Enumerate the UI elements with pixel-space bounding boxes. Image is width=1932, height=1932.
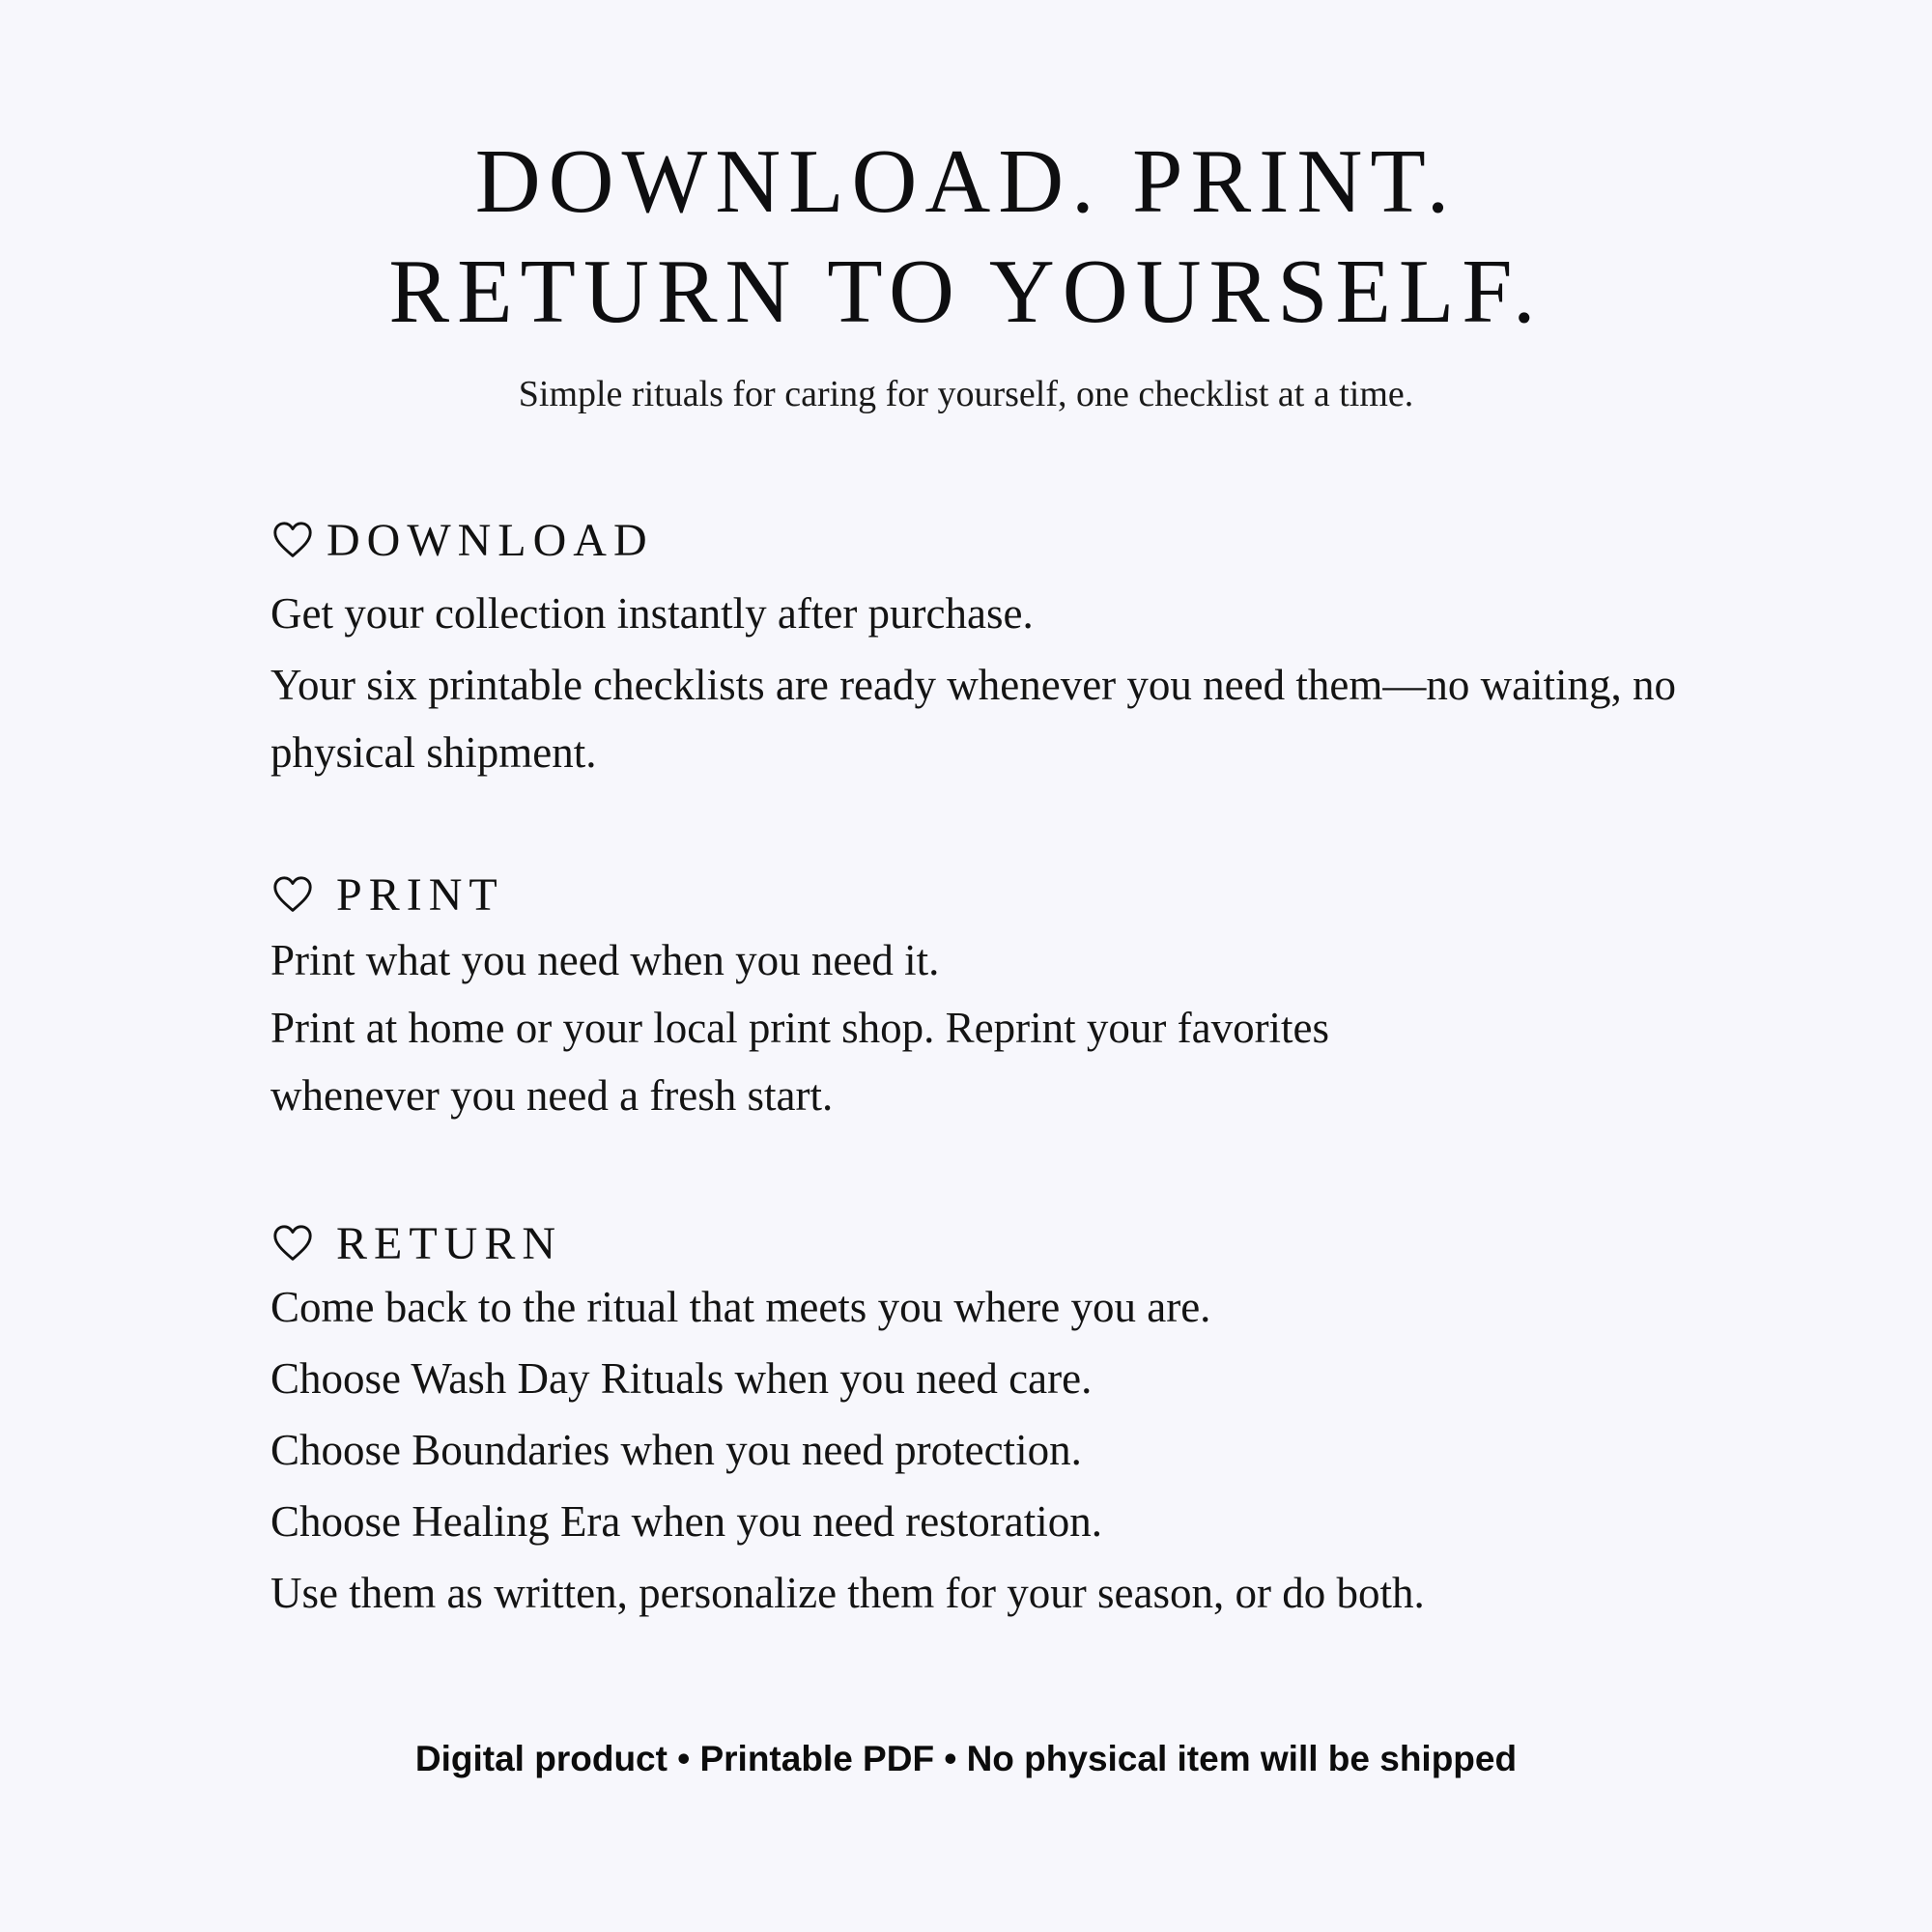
section-return-line: Choose Wash Day Rituals when you need care. [270, 1354, 1093, 1403]
heart-outline-icon [270, 873, 315, 918]
section-print-body [270, 926, 1681, 1129]
section-return-title: RETURN [336, 1218, 562, 1269]
section-download-body [270, 580, 1681, 786]
section-download-header [270, 512, 1681, 570]
section-return [270, 1215, 1681, 1629]
section-download [270, 512, 1681, 786]
section-return-line: Come back to the ritual that meets you where you are. [270, 1283, 1211, 1331]
section-download-line: Your six printable checklists are ready whenever you need them—no waiting, no physical shipment. [270, 661, 1677, 777]
section-print [270, 867, 1681, 1129]
section-return-line: Choose Healing Era when you need restoration. [270, 1497, 1102, 1546]
section-print-line: Print what you need when you need it. [270, 936, 940, 984]
heart-outline-icon [270, 1222, 315, 1266]
section-return-header [270, 1215, 1681, 1273]
section-return-line: Choose Boundaries when you need protection. [270, 1426, 1082, 1474]
footer-note: Digital product • Printable PDF • No physical item will be shipped [414, 1739, 1518, 1778]
section-download-title: DOWNLOAD [327, 515, 654, 566]
page-title-line-1: DOWNLOAD. PRINT. [474, 131, 1458, 232]
section-print-line: Print at home or your local print shop. Reprint your favorites whenever you need a fresh start. [270, 1004, 1330, 1120]
section-return-line: Use them as written, personalize them for your season, or do both. [270, 1569, 1425, 1617]
heart-outline-icon [270, 519, 315, 563]
page-subtitle: Simple rituals for caring for yourself, one checklist at a time. [518, 374, 1414, 414]
section-return-body [270, 1271, 1681, 1629]
section-print-header [270, 867, 1681, 924]
page-title-line-2: RETURN TO YOURSELF. [388, 242, 1544, 342]
section-download-line: Get your collection instantly after purchase. [270, 589, 1034, 638]
section-print-title: PRINT [336, 869, 504, 921]
